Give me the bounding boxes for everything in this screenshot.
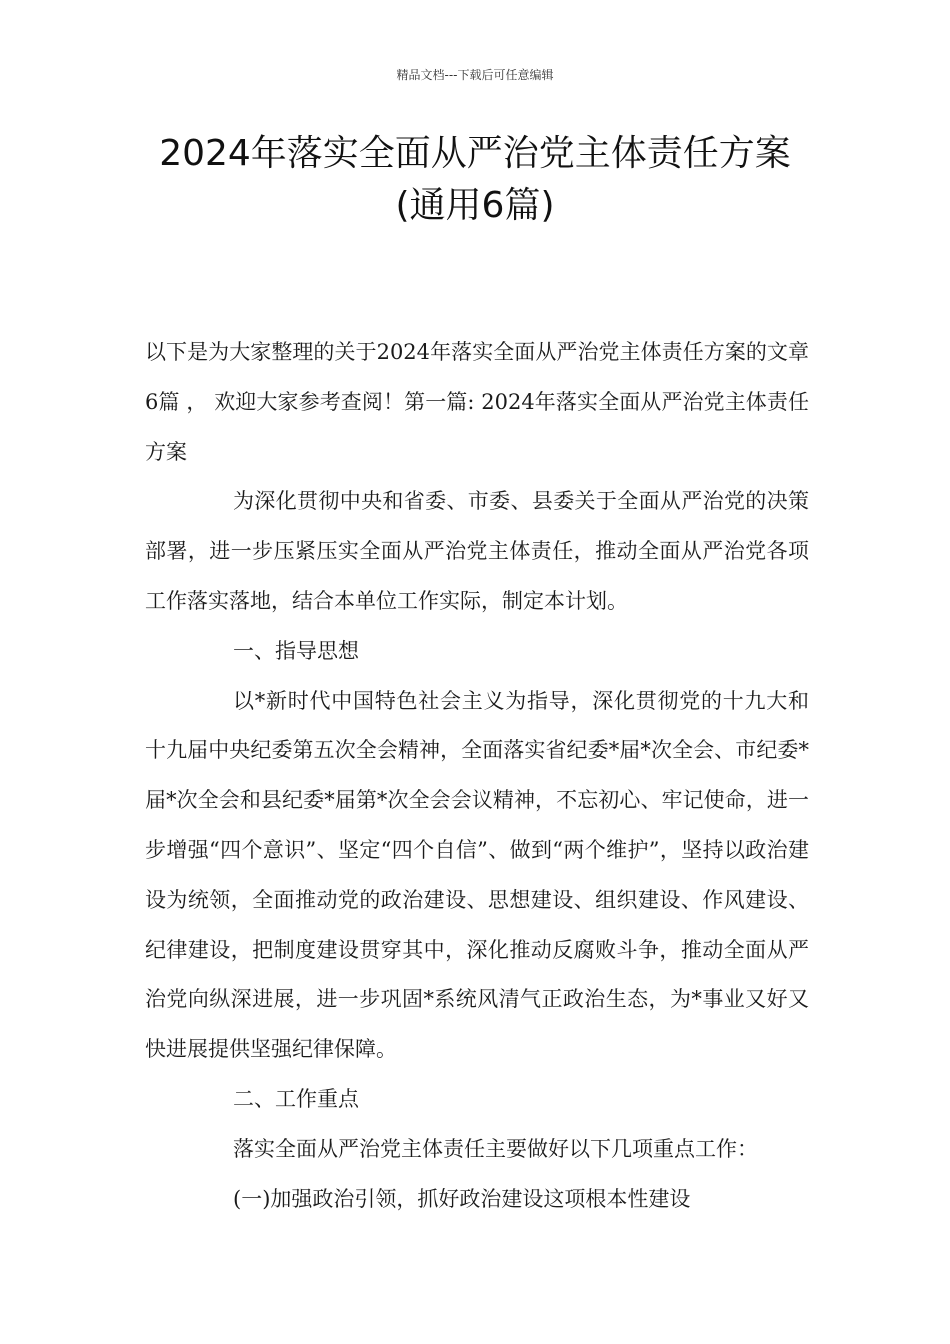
work-focus-paragraph: 落实全面从严治党主体责任主要做好以下几项重点工作： xyxy=(233,1136,758,1161)
title-line-1: 2024年落实全面从严治党主体责任方案 xyxy=(159,133,791,174)
section-heading-1: 一、指导思想 xyxy=(233,638,359,663)
title-line-2: (通用6篇) xyxy=(395,185,555,226)
header-note: 精品文档---下载后可任意编辑 xyxy=(396,68,554,82)
subsection-heading-1: (一)加强政治引领，抓好政治建设这项根本性建设 xyxy=(233,1186,691,1211)
purpose-paragraph: 为深化贯彻中央和省委、市委、县委关于全面从严治党的决策部署，进一步压紧压实全面从严治党主体责任，推动全面从严治党各项工作落实落地，结合本单位工作实际，制定本计划。 xyxy=(145,489,809,613)
document-body xyxy=(145,328,809,1224)
intro-paragraph: 以下是为大家整理的关于2024年落实全面从严治党主体责任方案的文章6篇 ， 欢迎大家参考查阅！第一篇: 2024年落实全面从严治党主体责任方案 xyxy=(145,340,809,464)
guiding-thought-paragraph: 以*新时代中国特色社会主义为指导，深化贯彻党的十九大和十九届中央纪委第五次全会精神，全面落实省纪委*届*次全会、市纪委*届*次全会和县纪委*届第*次全会会议精神，不忘初心、牢记使命，进一步增强“四个意识”、坚定“四个自信”、做到“两个维护”，坚持以政治建设为统领，全面推动党的政治建设、思想建设、组织建设、作风建设、纪律建设，把制度建设贯穿其中，深化推动反腐败斗争，推动全面从严治党向纵深进展，进一步巩固*系统风清气正政治生态，为*事业又好又快进展提供坚强纪律保障。 xyxy=(145,688,809,1062)
document-title xyxy=(100,128,850,232)
section-heading-2: 二、工作重点 xyxy=(233,1086,359,1111)
